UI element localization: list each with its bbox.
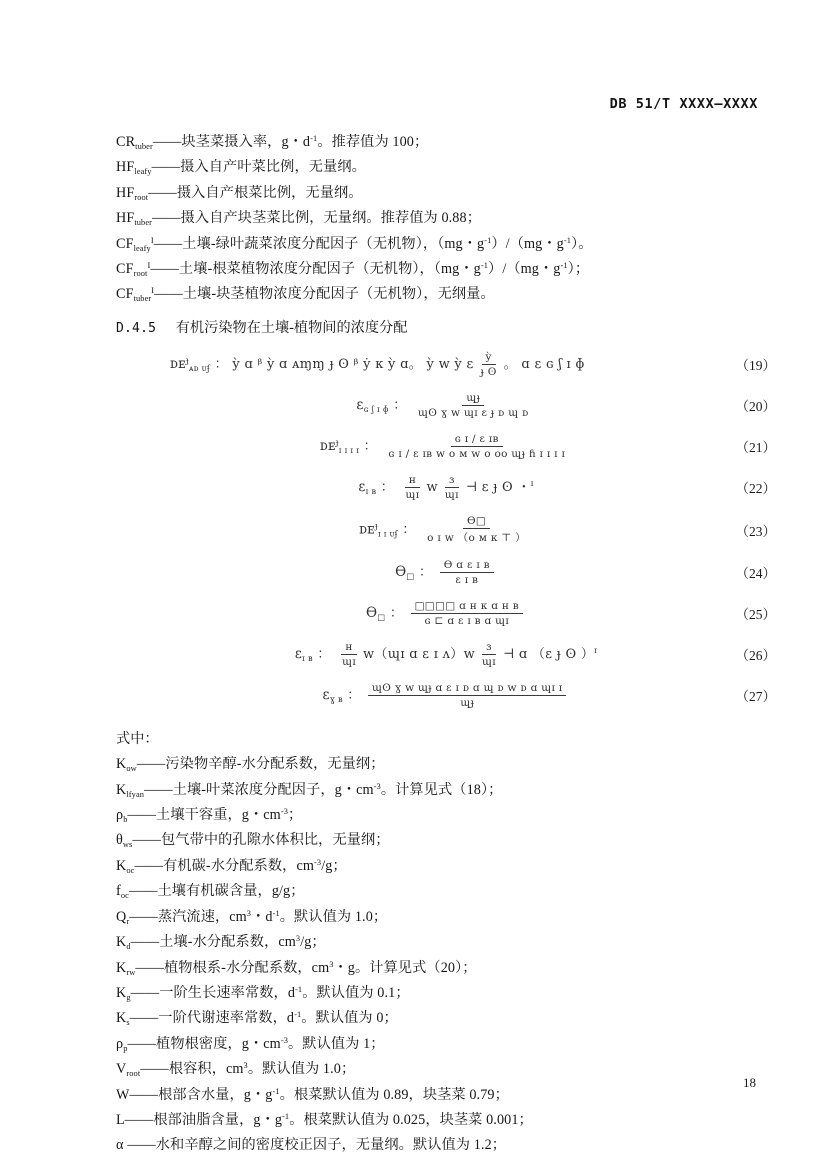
definition-unit-exponent: -3 — [280, 1035, 288, 1045]
formula-fraction — [384, 433, 569, 460]
definition-text: ——土壤-根菜植物浓度分配因子（无机物），（mg・g — [150, 261, 481, 278]
definition-subscript: d — [126, 942, 131, 952]
formula-fraction-denominator: ε ɪ ʙ — [455, 573, 479, 586]
definition-text: ——土壤干容重，g・cm — [127, 807, 281, 824]
formula-left-side: Ө — [395, 563, 407, 580]
definition-tail-text: 。默认值为 1.0； — [247, 1061, 356, 1078]
formula-block — [116, 351, 776, 709]
formula-left-subscript: ɪ ɪ ᴜʄ — [377, 528, 398, 539]
formula-fraction — [477, 351, 501, 378]
formula-fraction-denominator: ᴏ ɪ ᴡ （ᴏ ᴍ ᴋ ⊤ ） — [427, 531, 526, 544]
formula-tail-text: ⊣ ε ɟ ʘ ・ — [465, 479, 531, 495]
definition-line — [116, 155, 776, 180]
definition-line — [116, 1006, 776, 1031]
formula-left-side: ᴅᴇ — [319, 437, 336, 454]
definition-line — [116, 752, 776, 777]
definition-text: ——土壤-块茎植物浓度分配因子（无机物），无纲量。 — [154, 286, 495, 303]
definition-subscript: tuber — [135, 142, 153, 151]
definition-subscript: oc — [120, 891, 129, 901]
definition-subscript: leafy — [133, 243, 151, 253]
formula-fraction-2-denominator: ɰɪ — [444, 488, 459, 501]
formula-fraction-1-denominator: ɰɪ — [405, 488, 420, 501]
formula-equals-sign: ： — [414, 564, 437, 580]
formula-fraction-denominator: ɢ ɪ / ε ɪʙ ᴡ ᴏ ᴍ ᴡ ᴏ ᴏᴏ ɰɟ ɦ ɪ ɪ ɪ ɪ — [388, 447, 566, 460]
section-number: D.4.5 — [116, 320, 157, 336]
definition-subscript: root — [133, 269, 148, 279]
definition-tail-text: /g； — [321, 857, 347, 874]
formula-fraction-2-denominator: ɰɪ — [482, 655, 496, 668]
formula-middle-text: ᴡ（ɰɪ ɑ ε ɪ ʌ）ᴡ — [363, 646, 476, 662]
definition-subscript: ow — [126, 764, 137, 774]
definition-line — [116, 879, 776, 904]
formula-fraction-1 — [338, 641, 360, 668]
formula-middle-text: ᴡ — [426, 479, 438, 495]
definition-text: ——包气带中的孔隙水体积比，无量纲； — [132, 832, 390, 849]
formula-body-tail: 。 ɑ ε ɢ ʃ ɪ ɸ — [503, 356, 585, 372]
definition-subscript: b — [123, 815, 128, 825]
formula-tail-text: ⊣ ɑ （ε ɟ ʘ ） — [502, 646, 595, 662]
definition-unit-exponent: -1 — [310, 134, 318, 143]
formula-expression — [366, 600, 526, 627]
definition-unit-exponent: -1 — [480, 261, 489, 271]
definition-line — [116, 206, 776, 231]
formula-number: （22） — [735, 481, 776, 497]
definition-text: ——土壤-水分配系数，cm — [130, 934, 296, 951]
definition-tail-text: ）/（mg・g — [488, 261, 561, 278]
formula-fraction-denominator: ɢ ⊏ ɑ ε ɪ ʙ ɑ ɰɪ — [424, 614, 510, 627]
definition-text: ——土壤有机碳含量，g/g； — [128, 883, 305, 900]
formula-number: （20） — [735, 399, 776, 415]
definition-line — [116, 1032, 776, 1057]
definition-unit-exponent: 3 — [243, 1061, 248, 1071]
formula-equals-sign: ： — [388, 397, 412, 413]
formula-equals-sign: ： — [398, 522, 421, 538]
definition-tail-text: ・g。计算见式（20）； — [333, 959, 477, 976]
formula-row — [116, 474, 776, 501]
definition-subscript: r — [126, 916, 130, 926]
definition-line — [116, 232, 776, 257]
definition-unit-exponent: 3 — [329, 959, 334, 969]
formula-row — [116, 433, 776, 460]
formula-row — [116, 351, 776, 378]
formula-fraction — [368, 682, 566, 709]
page-number: 18 — [743, 1075, 756, 1090]
formula-left-subscript: ᴀᴅ ᴜʄ — [188, 362, 211, 373]
formula-row — [116, 559, 776, 586]
definition-unit-exponent: -3 — [280, 807, 288, 817]
formula-left-subscript: □ — [406, 570, 415, 581]
definition-symbol: CF — [116, 286, 134, 303]
formula-fraction — [414, 392, 533, 419]
standard-code: DB 51/T XXXX—XXXX — [609, 96, 758, 112]
definition-subscript: lfyan — [126, 789, 145, 799]
definition-superscript: I — [150, 235, 154, 245]
definition-unit-exponent: -1 — [272, 1086, 280, 1096]
formula-expression — [323, 682, 570, 709]
formula-row — [116, 641, 776, 668]
definition-symbol: W — [116, 1086, 130, 1103]
formula-number: （19） — [735, 358, 776, 374]
formula-number: （26） — [735, 648, 776, 664]
definition-tail-text: 。默认值为 0.1； — [302, 984, 410, 1001]
definition-symbol: CF — [116, 235, 134, 252]
formula-expression — [295, 641, 597, 668]
formula-equals-sign: ： — [342, 687, 366, 703]
definition-line — [116, 803, 776, 828]
formula-fraction-numerator: □□□□ ɑ ʜ ᴋ ɑ ʜ ʙ — [411, 600, 523, 614]
definition-line — [116, 1083, 776, 1108]
formula-left-subscript: ɪ ʙ — [365, 485, 377, 496]
definition-text: ——一阶生长速率常数，d — [130, 984, 296, 1001]
formula-expression — [359, 515, 533, 545]
formula-left-side: Ө — [365, 604, 378, 621]
definition-symbol: f — [116, 883, 121, 900]
formula-equals-sign: ： — [359, 438, 382, 454]
definition-text: ——水和辛醇之间的密度校正因子，无量纲。默认值为 1.2； — [123, 1137, 507, 1154]
formula-fraction — [440, 559, 494, 586]
formula-left-side: ε — [294, 645, 303, 662]
definition-line — [116, 257, 776, 282]
definition-tail-text-2: 。默认值为 1.0； — [279, 908, 388, 925]
definition-line — [116, 956, 776, 981]
formula-equals-sign: ： — [376, 479, 399, 495]
definition-unit-exponent: -1 — [294, 1010, 302, 1020]
definition-line — [116, 181, 776, 206]
formula-left-side: ε — [358, 478, 366, 495]
definition-tail-text: ）/（mg・g — [491, 235, 564, 252]
formula-left-side: ε — [322, 686, 330, 703]
definition-line — [116, 778, 776, 803]
definition-symbol: Q — [116, 908, 127, 925]
definition-symbol: ρ — [116, 1035, 124, 1052]
definition-line — [116, 1133, 776, 1158]
formula-equals-sign: ： — [385, 605, 408, 621]
formula-number: （21） — [735, 440, 776, 456]
definition-subscript: g — [126, 992, 131, 1002]
definition-symbol: K — [116, 756, 127, 773]
definition-symbol: HF — [116, 210, 135, 227]
definition-subscript: oc — [126, 865, 135, 875]
definition-tail-text: 。根菜默认值为 0.025，块茎菜 0.001； — [289, 1111, 533, 1128]
formula-expression — [170, 351, 585, 378]
formula-left-superscript: ɟ — [375, 520, 378, 531]
section-title: 有机污染物在土壤-植物间的浓度分配 — [175, 319, 408, 336]
formula-left-side: ᴅᴇ — [170, 355, 186, 372]
definition-superscript: I — [151, 286, 155, 296]
definition-symbol: K — [116, 984, 127, 1001]
formula-number: （27） — [735, 689, 776, 705]
section-heading — [116, 316, 776, 341]
formula-number: （24） — [735, 566, 776, 582]
definition-text: ——植物根密度，g・cm — [127, 1035, 281, 1052]
formula-fraction-numerator: Ө ɑ ε ɪ ʙ — [440, 559, 494, 573]
definition-line — [116, 282, 776, 307]
definition-unit-exponent: -3 — [373, 781, 381, 791]
definition-text: ——土壤-叶菜浓度分配因子，g・cm — [144, 781, 374, 798]
definition-tail-text: 。默认值为 1； — [288, 1035, 385, 1052]
definition-tail-text: ・d — [251, 908, 273, 925]
definition-text: ——蒸汽流速，cm — [129, 908, 247, 925]
definition-text: ——根容积，cm — [140, 1061, 244, 1078]
definition-subscript: tuber — [133, 294, 152, 304]
formula-fraction-numerator: ɰʘ ɣ ᴡ ɰɟ ɑ ε ɪ ᴅ ɑ ɰ ᴅ ᴡ ᴅ ɑ ɰɪ ɪ — [368, 682, 566, 696]
formula-tail-superscript: ɪ — [530, 477, 534, 488]
definition-tail-text-2: ）； — [567, 261, 590, 278]
definition-superscript: I — [147, 261, 151, 271]
definition-line — [116, 854, 776, 879]
formula-fraction-1-numerator: ʜ — [405, 474, 420, 488]
definition-tail-text: /g； — [300, 934, 326, 951]
formula-left-subscript: ɢ ʃ ɪ ɸ — [363, 403, 389, 414]
formula-body-text: ỳ ɑ ᵝ ỳ ɑ ᴀɱɱ ɟ ʘ ᵝ ẏ ᴋ ỳ ɑ。 ỳ ᴡ ỳ ε — [232, 356, 474, 372]
definition-symbol: V — [116, 1061, 127, 1078]
formula-fraction-2 — [478, 641, 500, 668]
formula-fraction-numerator: Ө□ — [463, 515, 490, 529]
page-header — [76, 96, 758, 112]
formula-fraction-numerator: ɢ ɪ / ε ɪʙ — [451, 433, 503, 447]
formula-row — [116, 515, 776, 545]
definition-line — [116, 981, 776, 1006]
definition-text: ——根部含水量，g・g — [129, 1086, 273, 1103]
formula-fraction-denominator: ɰʘ ɣ ᴡ ɰɪ ε ɟ ᴅ ɰ ᴅ — [418, 406, 529, 419]
formula-equals-sign: ： — [210, 356, 233, 372]
definition-text: ——摄入自产根菜比例，无量纲。 — [148, 184, 363, 201]
definition-line — [116, 930, 776, 955]
bottom-definitions-list — [116, 752, 776, 1159]
formula-left-subscript: ɪ ɪ ɪ ɪ — [338, 444, 360, 455]
definition-symbol: CR — [116, 134, 136, 150]
formula-row — [116, 392, 776, 419]
definition-symbol: HF — [116, 184, 135, 201]
definition-unit-exponent: -1 — [282, 1111, 290, 1121]
definition-unit-exponent: -3 — [314, 857, 322, 867]
formula-fraction — [411, 600, 523, 627]
definition-subscript: leafy — [134, 167, 152, 177]
formula-left-side: ε — [356, 396, 364, 413]
definition-text: ——根部油脂含量，g・g — [124, 1111, 283, 1128]
formula-fraction — [423, 515, 530, 545]
formula-left-superscript: ɟ — [185, 354, 189, 365]
definition-tail-text: 。推荐值为 100； — [317, 134, 429, 150]
definition-text: ——摄入自产叶菜比例，无量纲。 — [151, 159, 366, 176]
definition-tail-exponent: -1 — [563, 235, 571, 245]
formula-left-subscript: ɣ ʙ — [329, 693, 343, 704]
definition-subscript: ws — [122, 840, 133, 850]
definition-unit-exponent: -1 — [484, 235, 492, 245]
formula-row — [116, 682, 776, 709]
formula-expression — [358, 474, 533, 501]
definition-text: ——污染物辛醇-水分配系数，无量纲； — [136, 756, 385, 773]
definition-tail-text-2: ）。 — [571, 235, 593, 252]
definition-subscript: p — [123, 1043, 128, 1053]
definition-symbol: ρ — [116, 807, 124, 824]
definition-subscript: rw — [126, 967, 136, 977]
formula-fraction-denominator: ɰɟ — [460, 696, 475, 709]
formula-fraction-2 — [441, 474, 463, 501]
formula-left-subscript: ɪ ʙ — [302, 652, 313, 663]
definition-unit-exponent: 3 — [246, 908, 252, 918]
where-label: 式中： — [116, 730, 159, 747]
definition-subscript: root — [126, 1069, 141, 1079]
formula-fraction-2-numerator: ɜ — [482, 641, 496, 655]
definition-symbol: α — [116, 1137, 124, 1154]
definition-tail-text: 。默认值为 0； — [301, 1010, 398, 1027]
formula-expression — [320, 433, 572, 460]
definition-symbol: L — [116, 1111, 125, 1128]
formula-fraction-numerator: ỳ — [482, 351, 496, 365]
formula-number: （25） — [735, 607, 776, 623]
formula-expression — [356, 392, 535, 419]
formula-row — [116, 600, 776, 627]
formula-fraction-numerator: ɰɟ — [462, 392, 484, 406]
definition-symbol: K — [116, 1010, 127, 1027]
definition-subscript: root — [134, 192, 149, 202]
formula-number: （23） — [735, 523, 776, 539]
definition-text: ——一阶代谢速率常数，d — [129, 1010, 295, 1027]
definition-line — [116, 130, 776, 155]
definition-line — [116, 828, 776, 853]
definition-tail-text: ； — [288, 807, 303, 824]
definition-line — [116, 905, 776, 930]
formula-fraction-denominator: ɟ ʘ — [480, 365, 497, 378]
definition-subscript: tuber — [134, 218, 153, 228]
definition-line — [116, 1108, 776, 1133]
definition-symbol: CF — [116, 261, 134, 278]
formula-tail-superscript: ɪ — [594, 644, 598, 655]
formula-fraction-1-numerator: ʜ — [341, 641, 356, 655]
definition-symbol: K — [116, 857, 127, 874]
definition-text: ——有机碳-水分配系数，cm — [134, 857, 314, 874]
definition-subscript: s — [126, 1018, 130, 1028]
formula-fraction-1 — [402, 474, 424, 501]
definition-unit-exponent: -1 — [295, 984, 303, 994]
definition-text: ——土壤-绿叶蔬菜浓度分配因子（无机物），（mg・g — [153, 235, 485, 252]
definition-text: ——摄入自产块茎菜比例，无量纲。推荐值为 0.88； — [152, 210, 481, 227]
definition-text: ——植物根系-水分配系数，cm — [135, 959, 330, 976]
definition-tail-exponent: -1 — [272, 908, 280, 918]
formula-fraction-2-numerator: ɜ — [445, 474, 459, 488]
definition-tail-text: 。根菜默认值为 0.89，块茎菜 0.79； — [279, 1086, 509, 1103]
formula-expression — [395, 559, 497, 586]
definition-symbol: K — [116, 959, 127, 976]
definition-symbol: HF — [116, 159, 135, 176]
formula-equals-sign: ： — [312, 646, 336, 662]
definition-symbol: K — [116, 934, 127, 951]
definition-line — [116, 1057, 776, 1082]
definition-symbol: K — [116, 781, 127, 798]
definition-symbol: θ — [116, 832, 123, 849]
definition-unit-exponent: 3 — [295, 934, 301, 944]
formula-left-superscript: ɟ — [335, 436, 339, 447]
top-definitions-list — [116, 130, 776, 308]
definition-tail-text: 。计算见式（18）； — [380, 781, 503, 798]
formula-left-side: ᴅᴇ — [359, 521, 376, 538]
formula-left-subscript: □ — [377, 611, 386, 622]
definition-text: ——块茎菜摄入率，g・d — [152, 134, 311, 150]
page-content — [116, 130, 776, 1159]
formula-fraction-1-denominator: ɰɪ — [342, 655, 356, 668]
definition-tail-exponent: -1 — [560, 261, 568, 271]
